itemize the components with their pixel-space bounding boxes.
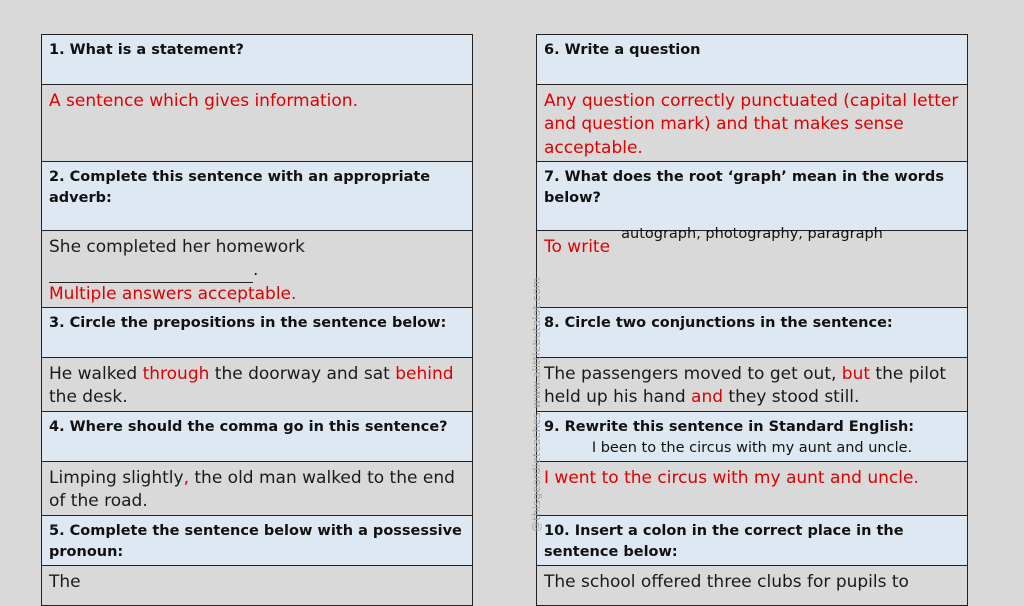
question-8 [537, 308, 967, 358]
question-5-text: 5. Complete the sentence below with a possessive pronoun: [49, 523, 462, 560]
answer-3-part: He walked [49, 364, 143, 384]
answer-10-text: The school offered three clubs for pupils to [544, 572, 909, 592]
answer-2 [42, 231, 472, 308]
question-6-text: 6. Write a question [544, 42, 701, 58]
question-4 [42, 412, 472, 462]
answer-8-part: The passengers moved to get out, [544, 364, 842, 384]
answer-2-sentence: She completed her homework [49, 237, 305, 257]
answer-4 [42, 462, 472, 516]
blank-line [49, 265, 253, 283]
answer-3-part: the doorway and sat [209, 364, 396, 384]
question-4-text: 4. Where should the comma go in this sentence? [49, 419, 448, 435]
answer-1-text: A sentence which gives information. [49, 91, 358, 111]
answer-8 [537, 358, 967, 412]
answer-2-full-stop: . [253, 260, 259, 281]
question-2 [42, 162, 472, 231]
answer-2-note: Multiple answers acceptable. [49, 283, 297, 304]
comma-highlight: , [183, 468, 189, 488]
question-5 [42, 516, 472, 566]
answer-4-part: the old man walked to the end of the road. [49, 468, 455, 512]
answer-9-text: I went to the circus with my aunt and uncle. [544, 468, 919, 488]
question-7-text: 7. What does the root ‘graph’ mean in the words below? [544, 169, 944, 206]
answer-8-part: they stood still. [723, 387, 860, 408]
answer-5 [42, 566, 472, 606]
question-9 [537, 412, 967, 462]
right-question-table [536, 34, 968, 606]
question-9-sentence: I been to the circus with my aunt and uncle. [591, 440, 913, 456]
question-6 [537, 35, 967, 85]
question-10 [537, 516, 967, 566]
question-7-words: autograph, photography, paragraph [621, 226, 883, 242]
answer-8-part: the pilot held up his hand [544, 364, 947, 408]
conjunction-highlight: but [841, 364, 871, 384]
question-3-text: 3. Circle the prepositions in the sentence below: [49, 315, 447, 331]
conjunction-highlight: and [691, 387, 724, 408]
answer-1 [42, 85, 472, 162]
answer-5-text: The [49, 572, 81, 592]
answer-6-text: Any question correctly punctuated (capital letter and question mark) and that makes sense acceptable. [544, 91, 959, 158]
question-2-text: 2. Complete this sentence with an appropriate adverb: [49, 169, 431, 206]
question-8-text: 8. Circle two conjunctions in the sentence: [544, 315, 893, 331]
answer-10 [537, 566, 967, 606]
question-7 [537, 162, 967, 242]
answer-4-part: Limping slightly [49, 468, 184, 488]
question-10-text: 10. Insert a colon in the correct place in the sentence below: [544, 523, 904, 560]
left-question-table [41, 34, 473, 606]
preposition-highlight: through [142, 364, 210, 384]
answer-2-blank-line [49, 259, 465, 282]
answer-7-text: To write [544, 237, 611, 257]
answer-3-part: the desk. [49, 387, 128, 408]
answer-6 [537, 85, 967, 162]
answer-3 [42, 358, 472, 412]
question-9-text: 9. Rewrite this sentence in Standard English: [544, 419, 915, 435]
watermark: @thisgeordieteaches www.alittlebutalot.com [530, 277, 543, 532]
answer-9 [537, 462, 967, 516]
question-1 [42, 35, 472, 85]
preposition-highlight: behind [395, 364, 454, 384]
question-3 [42, 308, 472, 358]
question-1-text: 1. What is a statement? [49, 42, 244, 58]
